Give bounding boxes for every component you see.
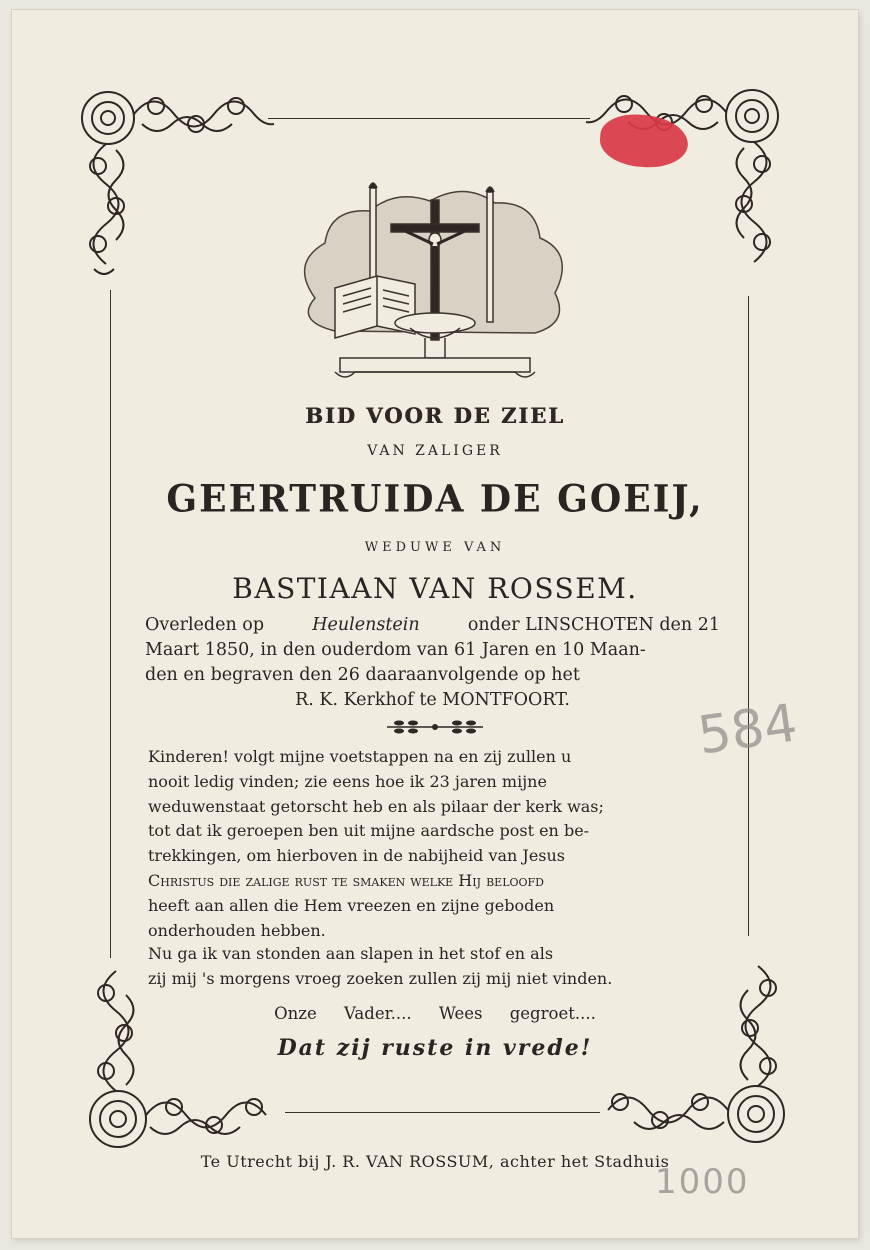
- verse-line: [148, 770, 723, 795]
- verse-line: [148, 795, 723, 820]
- rest-line: [148, 967, 723, 992]
- verse-text: heeft aan allen die Hem vreezen en zijne geboden: [148, 895, 555, 915]
- relation-label: WEDUWE VAN: [364, 540, 506, 555]
- bio-line: [145, 638, 720, 663]
- subheading-van-zaliger: VAN ZALIGER: [367, 443, 503, 459]
- ornamental-corner-icon: [76, 84, 276, 284]
- deceased-name: GEERTRUIDA DE GOEIJ,: [166, 476, 704, 522]
- verse-line: [148, 745, 723, 770]
- verse-line: [148, 894, 723, 919]
- rest-paragraph: [148, 942, 723, 992]
- ornamental-corner-icon: [584, 80, 784, 280]
- verse-line: [148, 919, 723, 944]
- verse-text: tot dat ik geroepen ben uit mijne aardsche post en be-: [148, 821, 590, 841]
- closing-blessing: Dat zij ruste in vrede!: [277, 1035, 593, 1061]
- bio-place: Heulenstein: [312, 615, 420, 635]
- verse-paragraph: [148, 745, 723, 943]
- frame-bottom-line: [285, 1112, 600, 1113]
- heading-bid-voor-de-ziel: BID VOOR DE ZIEL: [305, 403, 565, 428]
- bio-line: [145, 688, 720, 713]
- bio-text: den en begraven den 26 daaraanvolgende op het: [145, 665, 580, 685]
- verse-line: [148, 819, 723, 844]
- verse-line: [148, 869, 723, 894]
- verse-text: onderhouden hebben.: [148, 920, 326, 940]
- husband-name: BASTIAAN VAN ROSSEM.: [232, 572, 638, 605]
- frame-right-line: [748, 296, 749, 936]
- frame-top-line: [268, 118, 590, 119]
- biography-paragraph: [145, 613, 720, 713]
- rest-text: Nu ga ik van stonden aan slapen in het stof en als: [148, 944, 554, 963]
- bio-text: R. K. Kerkhof te MONTFOORT.: [295, 690, 570, 710]
- verse-text: nooit ledig vinden; zie eens hoe ik 23 jaren mijne: [148, 771, 547, 791]
- verse-line: [148, 844, 723, 869]
- verse-text: Christus die zalige rust te smaken welke Hij beloofd: [148, 870, 544, 890]
- laurel-separator-icon: [385, 717, 485, 737]
- crucifix-emblem-icon: [285, 178, 570, 388]
- verse-text: Kinderen! volgt mijne voetstappen na en zij zullen u: [148, 747, 572, 766]
- bio-text: Overleden op: [145, 615, 265, 635]
- verse-text: trekkingen, om hierboven in de nabijheid van Jesus: [148, 846, 566, 866]
- bio-text: Maart 1850, in den ouderdom van 61 Jaren en 10 Maan-: [145, 640, 646, 660]
- verse-text: weduwenstaat getorscht heb en als pilaar der kerk was;: [148, 796, 604, 816]
- bio-line: [145, 663, 720, 688]
- prayer-line: Onze Vader.... Wees gegroet....: [274, 1004, 596, 1023]
- printer-imprint: Te Utrecht bij J. R. VAN ROSSUM, achter het Stadhuis: [200, 1152, 670, 1171]
- bio-text: onder LINSCHOTEN den 21: [467, 615, 720, 635]
- frame-left-line: [110, 290, 111, 958]
- rest-text: zij mij 's morgens vroeg zoeken zullen zij mij niet vinden.: [148, 968, 613, 988]
- rest-line: [148, 942, 723, 967]
- bio-line: [145, 613, 720, 638]
- pencil-annotation-number: 584: [694, 693, 801, 767]
- pencil-annotation-price: 1000: [655, 1162, 750, 1202]
